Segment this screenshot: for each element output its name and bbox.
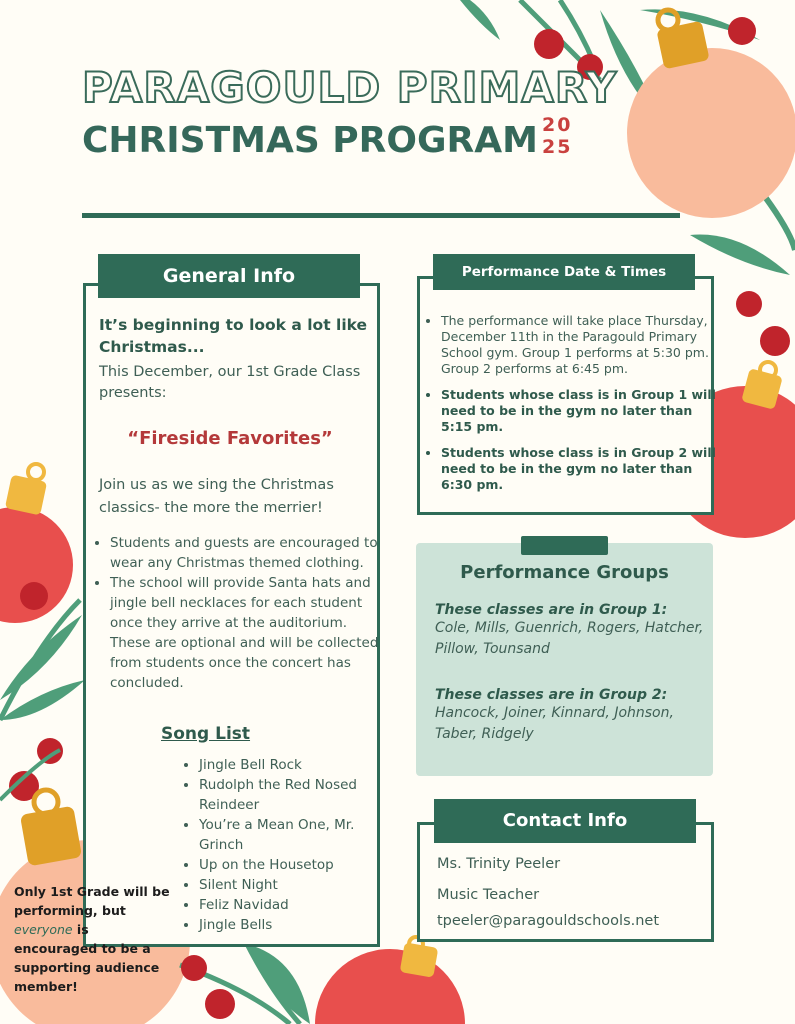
header-divider	[82, 213, 680, 218]
general-info-intro: This December, our 1st Grade Class presents:	[99, 364, 361, 401]
list-item: • The performance will take place Thursday, December 11th in the Paragould Primary School gym. Group 1 performs at 5:30 pm. Group 2 performs at 6:45 pm.	[441, 313, 721, 377]
program-title: “Fireside Favorites”	[127, 428, 333, 449]
list-item: • Jingle Bells	[199, 915, 389, 935]
list-item: • Jingle Bell Rock	[199, 755, 389, 775]
contact-role: Music Teacher	[437, 887, 540, 903]
contact-info-heading: Contact Info	[434, 799, 696, 843]
berry-icon	[760, 326, 790, 356]
performance-groups-heading: Performance Groups	[460, 562, 669, 583]
berry-icon	[728, 17, 756, 45]
general-info-heading: General Info	[98, 254, 360, 298]
list-item: • Students whose class is in Group 1 will need to be in the gym no later than 5:15 pm.	[441, 387, 721, 435]
list-item: • Rudolph the Red Nosed Reindeer	[199, 775, 389, 815]
berry-icon	[736, 291, 762, 317]
list-item: • You’re a Mean One, Mr. Grinch	[199, 815, 389, 855]
group-2-label: These classes are in Group 2:	[435, 687, 668, 703]
ornament-icon	[627, 48, 795, 218]
year-bottom: 25	[542, 136, 573, 158]
berry-icon	[205, 989, 235, 1019]
contact-name: Ms. Trinity Peeler	[437, 856, 561, 872]
song-list	[185, 755, 389, 935]
list-item: • Students and guests are encouraged to wear any Christmas themed clothing.	[110, 533, 385, 573]
year-label	[542, 114, 572, 158]
list-item: • Students whose class is in Group 2 will need to be in the gym no later than 6:30 pm.	[441, 445, 721, 493]
year-top: 20	[542, 114, 573, 136]
note-emphasis: everyone	[14, 922, 73, 937]
list-item: • Silent Night	[199, 875, 389, 895]
title-line-2: CHRISTMAS PROGRAM	[82, 120, 538, 161]
leaf-icon	[250, 945, 310, 1024]
group-2-block	[435, 687, 705, 745]
group-1-label: These classes are in Group 1:	[435, 602, 668, 618]
tape-decoration	[521, 536, 608, 555]
note-part-2: is encouraged to be a supporting audience member!	[14, 922, 160, 994]
song-list-heading: Song List	[161, 724, 251, 744]
list-item: • The school will provide Santa hats and jingle bell necklaces for each student once they arrive at the auditorium. These are optional and will be collected from students once the concert has concluded.	[110, 573, 385, 693]
ornament-icon	[315, 949, 465, 1024]
group-1-names: Cole, Mills, Guenrich, Rogers, Hatcher, Pillow, Tounsand	[435, 620, 704, 657]
general-info-lead: It’s beginning to look a lot like Christmas...	[99, 316, 368, 356]
audience-note	[14, 882, 174, 996]
group-2-names: Hancock, Joiner, Kinnard, Johnson, Taber, Ridgely	[435, 705, 674, 742]
performance-dates-heading: Performance Date & Times	[433, 254, 695, 290]
list-item: • Up on the Housetop	[199, 855, 389, 875]
leaf-icon	[690, 235, 790, 276]
contact-email[interactable]: tpeeler@paragouldschools.net	[437, 913, 660, 929]
performance-dates-list	[426, 313, 721, 503]
general-info-bullets	[95, 533, 385, 693]
leaf-icon	[460, 0, 500, 40]
berry-icon	[534, 29, 564, 59]
title-line-1: PARAGOULD PRIMARY	[82, 63, 618, 112]
group-1-block	[435, 602, 705, 660]
general-info-join: Join us as we sing the Christmas classics- the more the merrier!	[99, 477, 334, 516]
berry-icon	[181, 955, 207, 981]
list-item: • Feliz Navidad	[199, 895, 389, 915]
note-part-1: Only 1st Grade will be performing, but	[14, 884, 170, 918]
berry-icon	[20, 582, 48, 610]
